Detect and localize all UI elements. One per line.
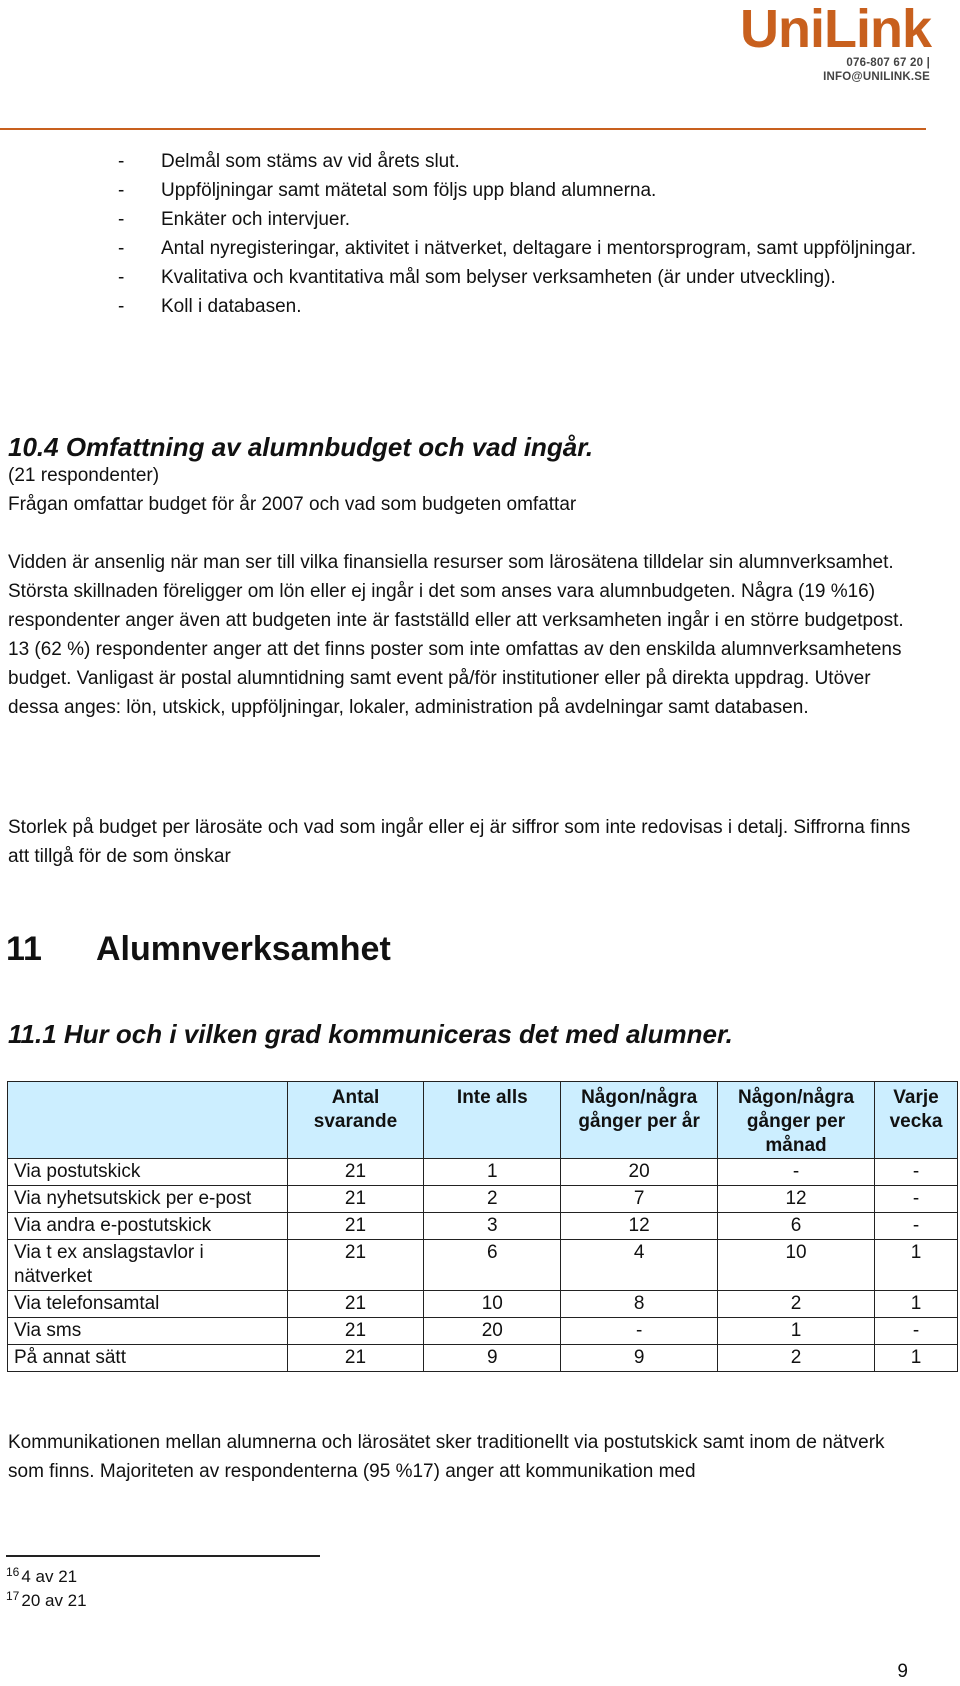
table-cell: - xyxy=(874,1159,957,1186)
table-row xyxy=(8,1240,958,1291)
table-row xyxy=(8,1291,958,1318)
page-number: 9 xyxy=(897,1661,908,1682)
table-cell: 2 xyxy=(424,1186,561,1213)
footnote-divider xyxy=(6,1555,320,1557)
bullet-marker: - xyxy=(118,238,125,259)
chapter-heading-11 xyxy=(6,929,391,969)
table-cell: 21 xyxy=(287,1213,424,1240)
list-item xyxy=(118,176,918,205)
table-row xyxy=(8,1213,958,1240)
column-header xyxy=(8,1082,288,1159)
table-cell: - xyxy=(561,1318,718,1345)
table-cell: 6 xyxy=(424,1240,561,1291)
bullet-list xyxy=(118,147,918,321)
bullet-marker: - xyxy=(118,267,125,288)
table-cell: 9 xyxy=(561,1345,718,1372)
table-cell: - xyxy=(874,1186,957,1213)
table-row xyxy=(8,1318,958,1345)
question-text: Frågan omfattar budget för år 2007 och vad som budgeten omfattar xyxy=(8,494,577,515)
table-cell: 4 xyxy=(561,1240,718,1291)
header-divider xyxy=(0,128,926,130)
table-header-row xyxy=(8,1082,958,1159)
table-cell: 7 xyxy=(561,1186,718,1213)
communication-table xyxy=(7,1081,958,1372)
table-cell: 21 xyxy=(287,1291,424,1318)
table-cell: 1 xyxy=(874,1240,957,1291)
chapter-number: 11 xyxy=(6,930,42,968)
footnote-text: 4 av 21 xyxy=(21,1567,78,1586)
table-cell: 21 xyxy=(287,1345,424,1372)
table-cell: 12 xyxy=(718,1186,875,1213)
column-header: Antal svarande xyxy=(287,1082,424,1159)
table-cell: 1 xyxy=(874,1291,957,1318)
table-cell: 20 xyxy=(561,1159,718,1186)
chapter-title: Alumnverksamhet xyxy=(96,930,391,968)
table-cell: - xyxy=(874,1318,957,1345)
column-header: Någon/några gånger per månad xyxy=(718,1082,875,1159)
row-label: Via andra e-postutskick xyxy=(8,1213,288,1240)
bullet-marker: - xyxy=(118,296,125,317)
logo-contact: 076-807 67 20 | INFO@UNILINK.SE xyxy=(823,57,930,83)
row-label: Via t ex anslagstavlor i nätverket xyxy=(8,1240,288,1291)
bullet-marker: - xyxy=(118,151,125,172)
list-item xyxy=(118,234,918,263)
list-item-text: Uppföljningar samt mätetal som följs upp bland alumnerna. xyxy=(161,180,657,201)
column-header: Någon/några gånger per år xyxy=(561,1082,718,1159)
table-cell: 20 xyxy=(424,1318,561,1345)
communication-paragraph: Kommunikationen mellan alumnerna och lärosätet sker traditionellt via postutskick samt inom de nätverk som finns. Majoriteten av respondenterna (95 %17) anger att kommunikation med xyxy=(8,1432,885,1482)
table-cell: 21 xyxy=(287,1240,424,1291)
table-cell: 21 xyxy=(287,1159,424,1186)
list-item-text: Enkäter och intervjuer. xyxy=(161,209,351,230)
table-cell: 12 xyxy=(561,1213,718,1240)
row-label: Via sms xyxy=(8,1318,288,1345)
list-item xyxy=(118,263,918,292)
table-cell: 2 xyxy=(718,1291,875,1318)
list-item-text: Antal nyregisteringar, aktivitet i nätverket, deltagare i mentorsprogram, samt uppföljningar. xyxy=(161,238,917,259)
footnote-mark: 17 xyxy=(6,1589,20,1603)
table-cell: 8 xyxy=(561,1291,718,1318)
table-cell: 3 xyxy=(424,1213,561,1240)
list-item-text: Delmål som stäms av vid årets slut. xyxy=(161,151,460,172)
table-cell: 6 xyxy=(718,1213,875,1240)
row-label: Via postutskick xyxy=(8,1159,288,1186)
table-row xyxy=(8,1345,958,1372)
budget-detail-paragraph: Storlek på budget per lärosäte och vad som ingår eller ej är siffror som inte redovisas i detalj. Siffrorna finns att tillgå för de som önskar xyxy=(8,817,911,867)
list-item xyxy=(118,147,918,176)
footnote xyxy=(6,1584,87,1613)
table-row xyxy=(8,1159,958,1186)
table-cell: 21 xyxy=(287,1318,424,1345)
column-header: Varje vecka xyxy=(874,1082,957,1159)
unilink-logo xyxy=(740,2,930,84)
section-heading-11-1: 11.1 Hur och i vilken grad kommuniceras det med alumner. xyxy=(8,1019,733,1049)
table-cell: - xyxy=(718,1159,875,1186)
table-row xyxy=(8,1186,958,1213)
table-cell: 1 xyxy=(424,1159,561,1186)
list-item xyxy=(118,292,918,321)
bullet-marker: - xyxy=(118,180,125,201)
table-cell: 1 xyxy=(718,1318,875,1345)
budget-paragraph: Vidden är ansenlig när man ser till vilka finansiella resurser som lärosätena tilldelar sin alumnverksamhet. Största skillnaden föreligger om lön eller ej ingår i det som anses vara alumnbudgeten. Några (19 %16) respondenter anger även att budgeten inte är fastställd eller att verksamheten ingår i en större budgetpost. 13 (62 %) respondenter anger att det finns poster som inte omfattas av den enskilda alumnverksamhetens budget. Vanligast är postal alumntidning samt event på/för institutioner eller på direkta uppdrag. Utöver dessa anges: lön, utskick, uppföljningar, lokaler, administration på avdelningar samt databasen. xyxy=(8,552,904,718)
table-cell: 9 xyxy=(424,1345,561,1372)
respondent-count: (21 respondenter) xyxy=(8,465,160,486)
footnote-text: 20 av 21 xyxy=(21,1591,87,1610)
list-item-text: Kvalitativa och kvantitativa mål som belyser verksamheten (är under utveckling). xyxy=(161,267,836,288)
table-cell: 10 xyxy=(424,1291,561,1318)
table-cell: - xyxy=(874,1213,957,1240)
row-label: Via nyhetsutskick per e-post xyxy=(8,1186,288,1213)
table-cell: 2 xyxy=(718,1345,875,1372)
row-label: Via telefonsamtal xyxy=(8,1291,288,1318)
logo-wordmark: UniLink xyxy=(740,0,931,59)
footnote-mark: 16 xyxy=(6,1565,20,1579)
column-header: Inte alls xyxy=(424,1082,561,1159)
list-item xyxy=(118,205,918,234)
section-heading-10-4: 10.4 Omfattning av alumnbudget och vad ingår. xyxy=(8,432,594,462)
list-item-text: Koll i databasen. xyxy=(161,296,302,317)
bullet-marker: - xyxy=(118,209,125,230)
table-cell: 21 xyxy=(287,1186,424,1213)
table-cell: 1 xyxy=(874,1345,957,1372)
table-cell: 10 xyxy=(718,1240,875,1291)
row-label: På annat sätt xyxy=(8,1345,288,1372)
